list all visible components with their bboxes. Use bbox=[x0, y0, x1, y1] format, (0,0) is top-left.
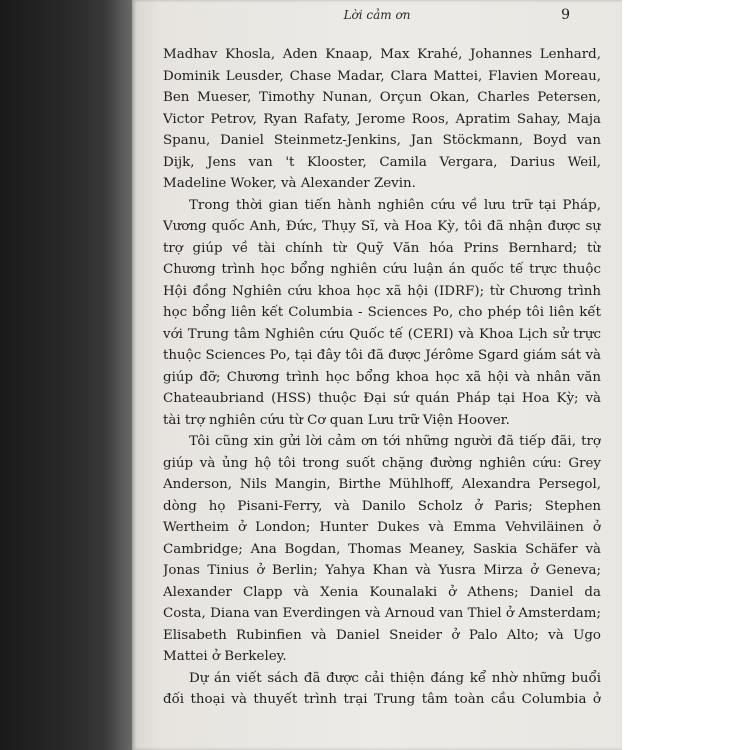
text-line: Chateaubriand (HSS) thuộc Đại sứ quán Pháp tại Hoa Kỳ; và bbox=[163, 391, 601, 406]
text-line: Victor Petrov, Ryan Rafaty, Jerome Roos, Apratim Sahay, Maja bbox=[163, 111, 601, 127]
running-header bbox=[132, 8, 622, 28]
text-line: trợ giúp về tài chính từ Quỹ Văn hóa Prins Bernhard; từ bbox=[163, 240, 601, 256]
text-line: Chương trình học bổng nghiên cứu luận án quốc tế trực thuộc bbox=[163, 262, 601, 277]
book-page bbox=[132, 0, 622, 750]
text-line: giúp và ủng hộ tôi trong suốt chặng đường nghiên cứu: Grey bbox=[163, 455, 601, 471]
text-line: học bổng liên kết Columbia - Sciences Po, cho phép tôi liên kết bbox=[163, 305, 601, 320]
text-line: Costa, Diana van Everdingen và Arnoud van Thiel ở Amsterdam; bbox=[163, 606, 601, 621]
text-line: Dominik Leusder, Chase Madar, Clara Mattei, Flavien Moreau, bbox=[163, 68, 601, 84]
text-line: Madeline Woker, và Alexander Zevin. bbox=[163, 176, 416, 191]
text-line: Anderson, Nils Mangin, Birthe Mühlhoff, Alexandra Persegol, bbox=[163, 477, 601, 492]
body-text bbox=[163, 44, 601, 711]
text-line: Alexander Clapp và Xenia Kounalaki ở Athens; Daniel da bbox=[163, 584, 601, 600]
text-line: đối thoại và thuyết trình trại Trung tâm toàn cầu Columbia ở bbox=[163, 692, 601, 707]
text-line: Cambridge; Ana Bogdan, Thomas Meaney, Saskia Schäfer và bbox=[163, 541, 601, 557]
text-line: Wertheim ở London; Hunter Dukes và Emma Vehviläinen ở bbox=[163, 520, 601, 535]
text-line: Vương quốc Anh, Đức, Thụy Sĩ, và Hoa Kỳ, tôi đã nhận được sự bbox=[163, 219, 601, 234]
text-line: Dự án viết sách đã được cải thiện đáng kể nhờ những buổi bbox=[189, 670, 601, 686]
book-spine-shadow bbox=[0, 0, 132, 750]
text-line: Tôi cũng xin gửi lời cảm ơn tới những người đã tiếp đãi, trợ bbox=[189, 434, 601, 449]
text-line: Elisabeth Rubinfien và Daniel Sneider ở Palo Alto; và Ugo bbox=[163, 627, 601, 643]
text-line: Spanu, Daniel Steinmetz-Jenkins, Jan Stöckmann, Boyd van bbox=[163, 133, 601, 148]
text-line: giúp đỡ; Chương trình học bổng khoa học xã hội và nhân văn bbox=[163, 369, 601, 385]
text-line: Trong thời gian tiến hành nghiên cứu về lưu trữ tại Pháp, bbox=[189, 197, 601, 213]
text-line: tài trợ nghiên cứu từ Cơ quan Lưu trữ Viện Hoover. bbox=[163, 412, 510, 428]
text-line: Dijk, Jens van 't Klooster, Camila Vergara, Darius Weil, bbox=[163, 154, 601, 170]
chapter-title: Lời cảm ơn bbox=[343, 8, 411, 22]
text-line: Jonas Tinius ở Berlin; Yahya Khan và Yusra Mirza ở Geneva; bbox=[163, 563, 601, 578]
text-line: Hội đồng Nghiên cứu khoa học xã hội (IDRF); từ Chương trình bbox=[163, 283, 601, 299]
text-line: Madhav Khosla, Aden Knaap, Max Krahé, Johannes Lenhard, bbox=[163, 47, 601, 62]
text-line: Mattei ở Berkeley. bbox=[163, 649, 287, 664]
page-number: 9 bbox=[561, 7, 570, 23]
text-line: với Trung tâm Nghiên cứu Quốc tế (CERI) và Khoa Lịch sử trực bbox=[163, 326, 601, 342]
text-line: thuộc Sciences Po, tại đây tôi đã được Jérôme Sgard giám sát và bbox=[163, 348, 601, 363]
text-line: Ben Mueser, Timothy Nunan, Orçun Okan, Charles Petersen, bbox=[163, 90, 601, 105]
text-line: dòng họ Pisani-Ferry, và Danilo Scholz ở Paris; Stephen bbox=[163, 498, 601, 514]
background-margin bbox=[622, 0, 750, 750]
